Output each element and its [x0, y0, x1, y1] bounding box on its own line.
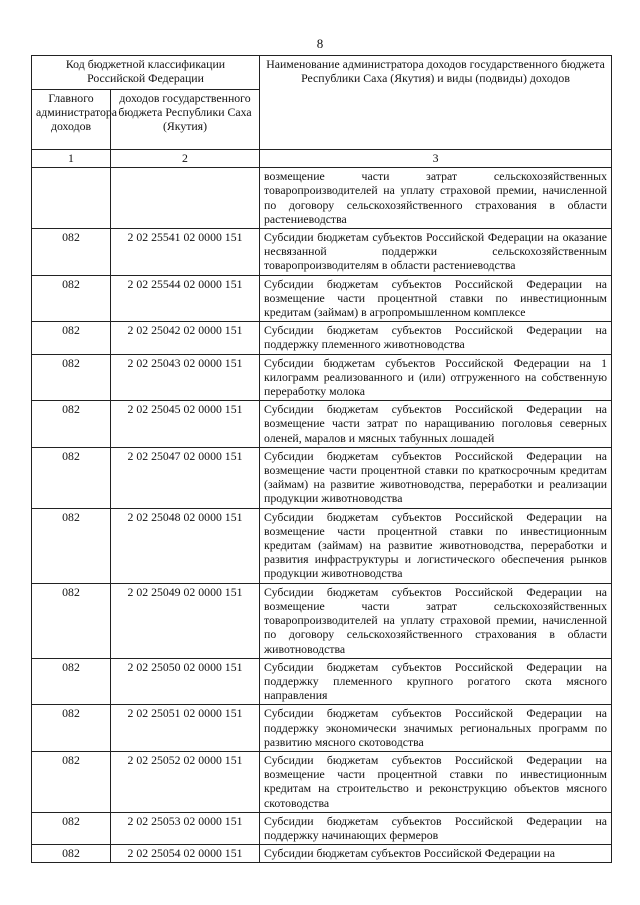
header-num-2: 2: [111, 150, 260, 168]
revenue-code-cell: 2 02 25053 02 0000 151: [111, 812, 260, 844]
admin-code-cell: 082: [32, 322, 111, 354]
revenue-name-cell: Субсидии бюджетам субъектов Российской Федерации на возмещение части процентной ставки по инвестиционным кредитам (займам) на развитие животноводства, переработки и развития инфраструктуры и логистического обеспечения рынков продукции животноводства: [260, 508, 612, 583]
revenue-code-cell: 2 02 25054 02 0000 151: [111, 845, 260, 863]
admin-code-cell: 082: [32, 812, 111, 844]
revenue-name-cell: Субсидии бюджетам субъектов Российской Федерации на возмещение части затрат по наращиванию поголовья северных оленей, маралов и мясных табунных лошадей: [260, 401, 612, 448]
admin-code-cell: 082: [32, 705, 111, 752]
admin-code-cell: 082: [32, 508, 111, 583]
revenue-name-cell: Субсидии бюджетам субъектов Российской Федерации на возмещение части процентной ставки по краткосрочным кредитам (займам) на развитие животноводства, переработки и реализации продукции животноводства: [260, 447, 612, 508]
revenue-code-cell: 2 02 25541 02 0000 151: [111, 229, 260, 276]
revenue-code-cell: [111, 168, 260, 229]
revenue-name-cell: Субсидии бюджетам субъектов Российской Федерации на возмещение части процентной ставки по инвестиционным кредитам на строительство и реконструкцию объектов мясного скотоводства: [260, 751, 612, 812]
revenue-code-cell: 2 02 25051 02 0000 151: [111, 705, 260, 752]
table-row: [32, 812, 612, 844]
header-name-column: Наименование администратора доходов государственного бюджета Республики Саха (Якутия) и виды (подвиды) доходов: [260, 56, 612, 150]
table-row: [32, 751, 612, 812]
admin-code-cell: 082: [32, 354, 111, 401]
revenue-name-cell: Субсидии бюджетам субъектов Российской Федерации на поддержку экономически значимых региональных программ по развитию мясного скотоводства: [260, 705, 612, 752]
table-body: [32, 168, 612, 863]
revenue-code-cell: 2 02 25052 02 0000 151: [111, 751, 260, 812]
revenue-code-cell: 2 02 25048 02 0000 151: [111, 508, 260, 583]
header-code-column: доходов государственного бюджета Республики Саха (Якутия): [111, 90, 260, 150]
revenue-name-cell: Субсидии бюджетам субъектов Российской Федерации на: [260, 845, 612, 863]
table-row: [32, 447, 612, 508]
header-num-1: 1: [32, 150, 111, 168]
admin-code-cell: 082: [32, 275, 111, 322]
header-group-title: Код бюджетной классификации Российской Федерации: [32, 56, 260, 90]
revenue-name-cell: возмещение части затрат сельскохозяйственных товаропроизводителей на уплату страховой премии, начисленной по договору сельскохозяйственного страхования в области растениеводства: [260, 168, 612, 229]
admin-code-cell: 082: [32, 751, 111, 812]
revenue-code-cell: 2 02 25050 02 0000 151: [111, 658, 260, 705]
admin-code-cell: 082: [32, 658, 111, 705]
revenue-name-cell: Субсидии бюджетам субъектов Российской Федерации на оказание несвязанной поддержки сельскохозяйственным товаропроизводителям в области растениеводства: [260, 229, 612, 276]
admin-code-cell: 082: [32, 229, 111, 276]
revenue-code-cell: 2 02 25045 02 0000 151: [111, 401, 260, 448]
revenue-name-cell: Субсидии бюджетам субъектов Российской Федерации на поддержку племенного животноводства: [260, 322, 612, 354]
admin-code-cell: 082: [32, 845, 111, 863]
table-row: [32, 275, 612, 322]
table-row: [32, 583, 612, 658]
revenue-name-cell: Субсидии бюджетам субъектов Российской Федерации на возмещение части затрат сельскохозяйственных товаропроизводителей на уплату страховой премии, начисленной по договору сельскохозяйственного страхования в области животноводства: [260, 583, 612, 658]
revenue-code-cell: 2 02 25049 02 0000 151: [111, 583, 260, 658]
budget-classification-table: [31, 55, 612, 863]
table-row: [32, 401, 612, 448]
table-row: [32, 658, 612, 705]
admin-code-cell: 082: [32, 401, 111, 448]
admin-code-cell: 082: [32, 447, 111, 508]
revenue-name-cell: Субсидии бюджетам субъектов Российской Федерации на поддержку племенного крупного рогатого скота мясного направления: [260, 658, 612, 705]
table-header: [32, 56, 612, 168]
table-row: [32, 845, 612, 863]
table-row: [32, 168, 612, 229]
header-admin-column: Главного администратора доходов: [32, 90, 111, 150]
page-number: 8: [316, 36, 324, 51]
revenue-name-cell: Субсидии бюджетам субъектов Российской Федерации на 1 килограмм реализованного и (или) отгруженного на собственную переработку молока: [260, 354, 612, 401]
table-row: [32, 322, 612, 354]
revenue-name-cell: Субсидии бюджетам субъектов Российской Федерации на поддержку начинающих фермеров: [260, 812, 612, 844]
revenue-name-cell: Субсидии бюджетам субъектов Российской Федерации на возмещение части процентной ставки по инвестиционным кредитам (займам) в агропромышленном комплексе: [260, 275, 612, 322]
revenue-code-cell: 2 02 25043 02 0000 151: [111, 354, 260, 401]
revenue-code-cell: 2 02 25047 02 0000 151: [111, 447, 260, 508]
header-num-3: 3: [260, 150, 612, 168]
admin-code-cell: [32, 168, 111, 229]
table-row: [32, 705, 612, 752]
revenue-code-cell: 2 02 25544 02 0000 151: [111, 275, 260, 322]
admin-code-cell: 082: [32, 583, 111, 658]
table-row: [32, 354, 612, 401]
table-row: [32, 508, 612, 583]
table-row: [32, 229, 612, 276]
revenue-code-cell: 2 02 25042 02 0000 151: [111, 322, 260, 354]
